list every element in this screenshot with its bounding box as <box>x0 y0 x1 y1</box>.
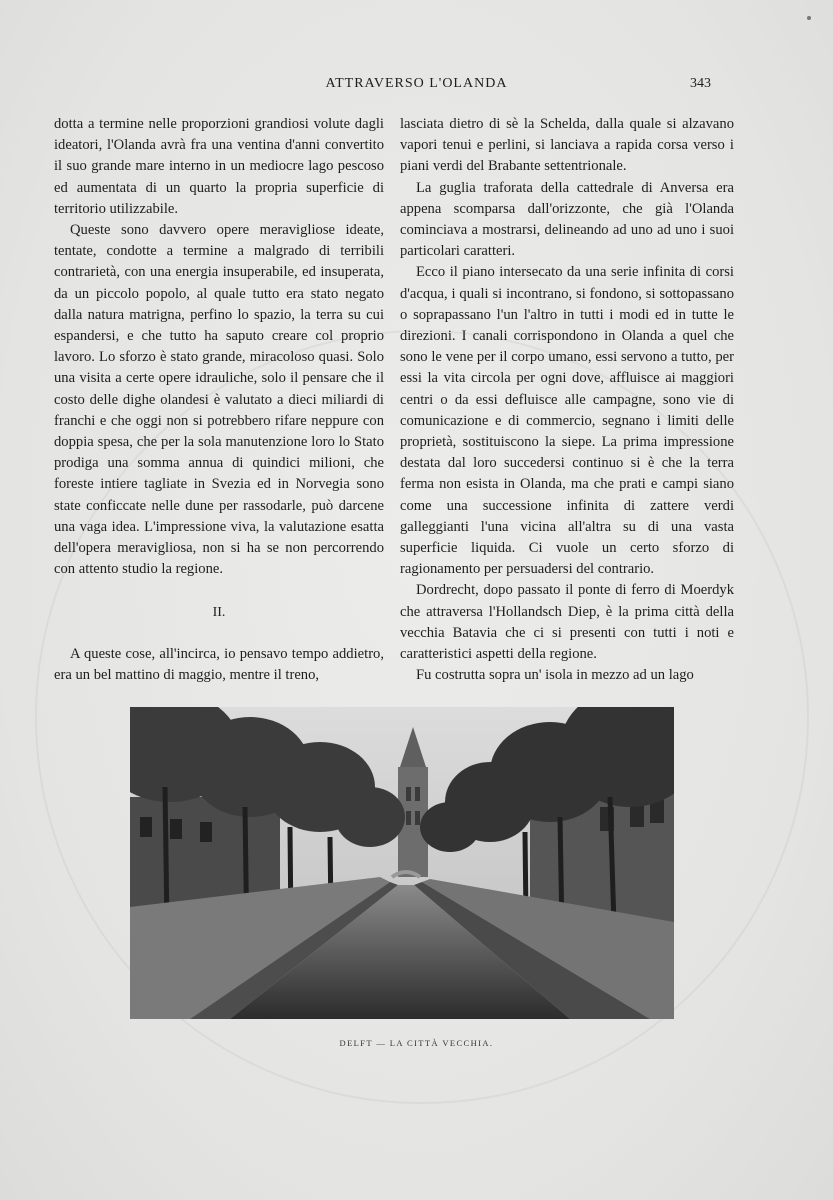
right-column <box>400 114 734 686</box>
paragraph: Dordrecht, dopo passato il ponte di ferro di Moerdyk che attraversa l'Hollandsch Diep, è la prima città della vecchia Batavia che ci si presenti con tutti i noti e caratteristici aspetti della regione. <box>400 582 734 663</box>
paragraph: Queste sono davvero opere meravigliose ideate, tentate, condotte a termine a malgrado di terribili contrarietà, con una energia insuperabile, ed insuperata, da un piccolo popolo, al quale tutto era stato negato dalla natura matrigna, perfino lo spazio, la terra su cui espandersi, e che tutto ha saputo creare col proprio lavoro. Lo sforzo è stato grande, miracoloso quasi. Solo una visita a certe opere idrauliche, solo il pensare che il costo delle dighe olandesi è valutato a dieci miliardi di franchi e che oggi non si potrebbero rifare neppure con doppia spesa, che per la sola manutenzione loro lo Stato prodiga una somma annua di quindici milioni, che foreste intiere tagliate in Svezia ed in Norvegia sono state conficcate nelle dune per rassodarle, può darcene una vaga idea. L'impressione viva, la valutazione esatta dell'opera meravigliosa, non si ha se non percorrendo con attento studio la regione. <box>54 222 384 578</box>
paragraph: Fu costrutta sopra un' isola in mezzo ad un lago <box>416 667 694 684</box>
paragraph: dotta a termine nelle proporzioni grandiosi volute dagli ideatori, l'Olanda avrà fra una ventina d'anni convertito il suo grande mare interno in un mediocre lago pescoso ed aumentata di un quarto la propria superficie di territorio utilizzabile. <box>54 116 384 217</box>
canal-illustration <box>130 707 674 1019</box>
running-title: ATTRAVERSO L'OLANDA <box>325 76 508 91</box>
running-head <box>0 76 833 96</box>
page-number: 343 <box>690 76 711 91</box>
corner-speck <box>807 16 811 20</box>
delft-canal-photo <box>130 707 674 1019</box>
figure-caption: DELFT — LA CITTÀ VECCHIA. <box>339 1038 494 1048</box>
paragraph: Ecco il piano intersecato da una serie infinita di corsi d'acqua, i quali si incontrano, si fondono, si sottopassano o soprapassano l'un l'altro in tutti i modi ed in tutte le direzioni. I canali corrispondono in Olanda a quel che sono le vene per il corpo umano, essi servono a tutto, per essi la vita circola per ogni dove, affluisce ai maggiori centri o da essi defluisce alle campagne, sono vie di comunicazione e di commercio, segnano i limiti delle proprietà, sostituiscono la siepe. La prima impressione destata dal loro succedersi continuo si è che la terra ferma non esista in Olanda, ma che prati e campi siano come una successione infinita di zattere verdi galleggianti l'una vicina all'altra su di una vasta superficie liquida. Ci vuole un certo sforzo di ragionamento per persuadersi del contrario. <box>400 264 734 578</box>
paragraph: A queste cose, all'incirca, io pensavo tempo addietro, era un bel mattino di maggio, mentre il treno, <box>54 645 384 683</box>
paragraph: lasciata dietro di sè la Schelda, dalla quale si alzavano vapori tenui e perlini, si lanciava a rapida corsa verso i piani verdi del Brabante settentrionale. <box>400 116 734 175</box>
left-column <box>54 114 384 686</box>
paragraph: La guglia traforata della cattedrale di Anversa era appena scomparsa dall'orizzonte, che già l'Olanda cominciava a mostrarsi, delineando ad uno ad uno i suoi particolari caratteri. <box>400 179 734 260</box>
section-heading: II. <box>212 605 226 621</box>
